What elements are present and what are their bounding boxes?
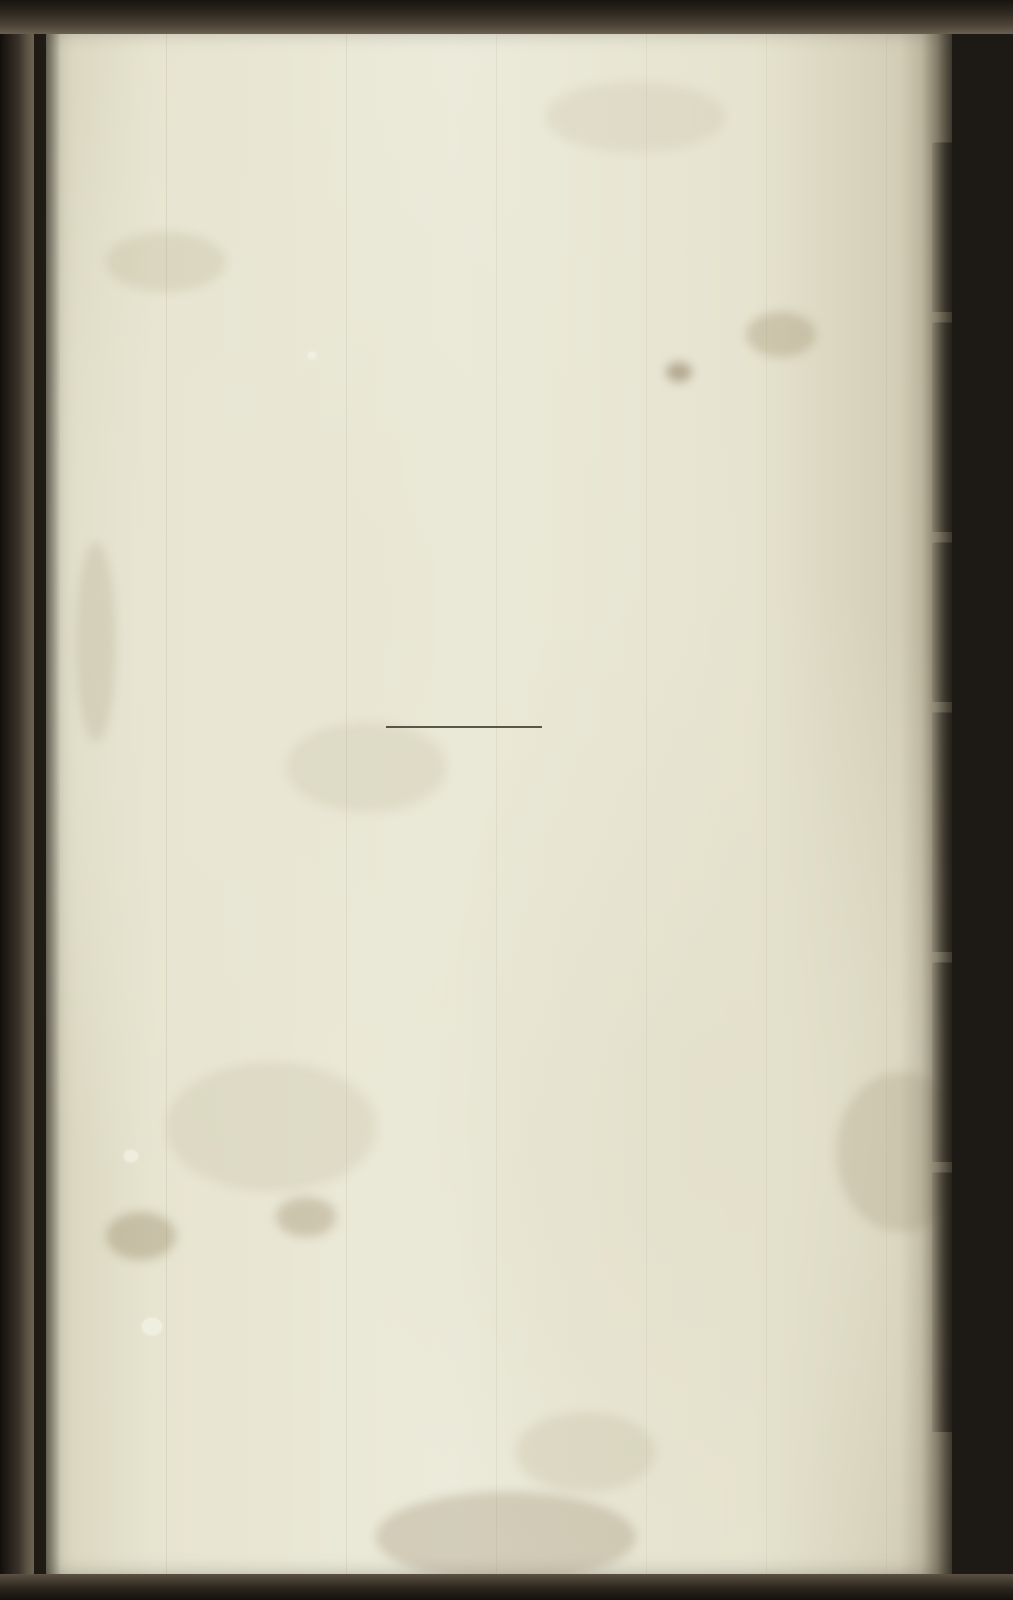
book-binding-top — [0, 0, 1013, 34]
book-binding-bottom — [0, 1574, 1013, 1600]
purpose-text — [46, 652, 746, 682]
gutter-shadow — [34, 0, 60, 1600]
section-divider — [386, 726, 542, 728]
document-content — [46, 22, 952, 1584]
book-binding-left — [0, 0, 34, 1600]
